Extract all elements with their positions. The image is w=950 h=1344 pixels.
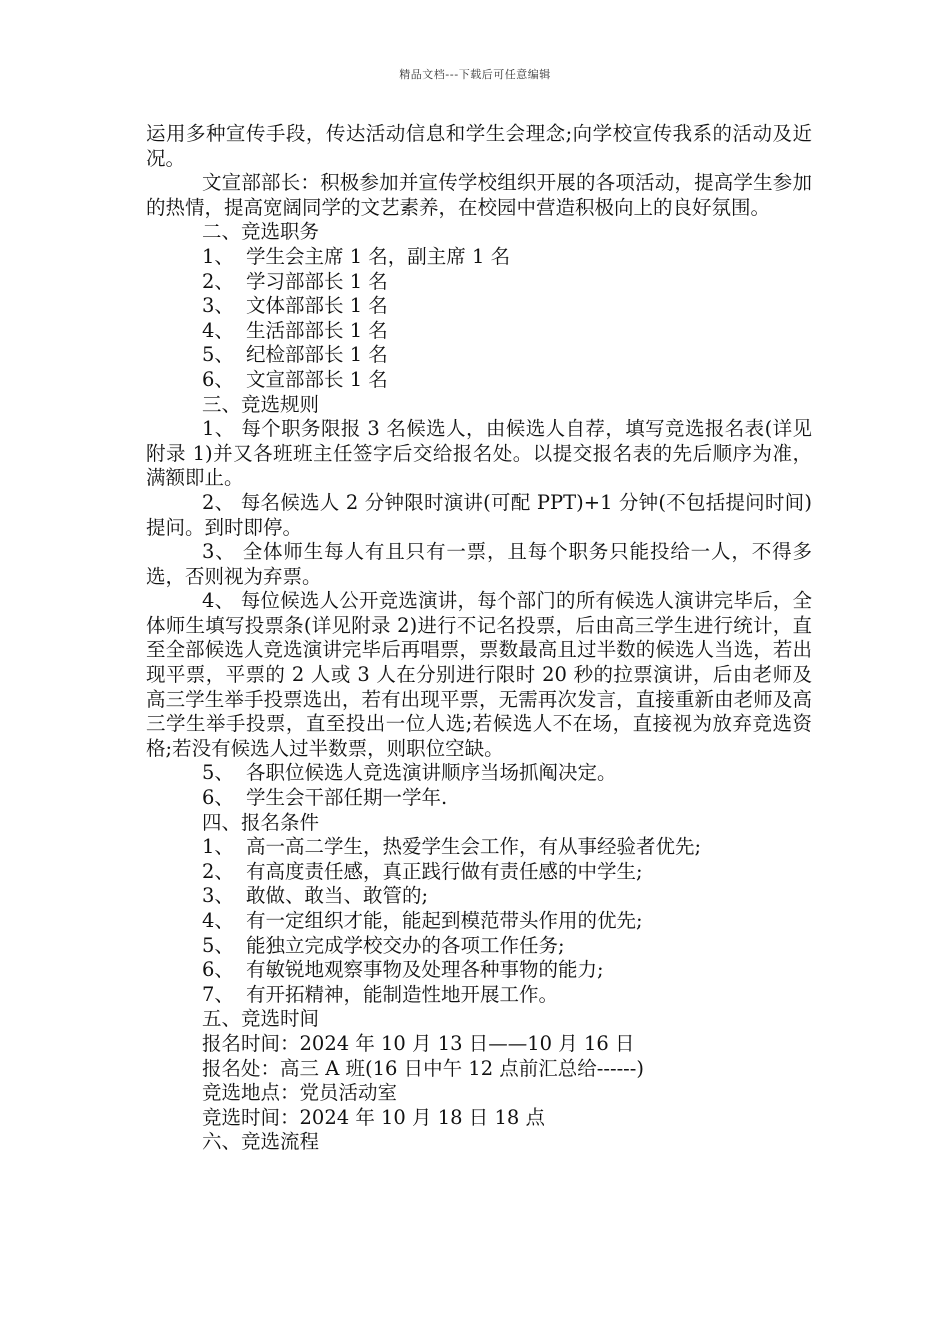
item-number: 5、	[202, 933, 234, 957]
item-text: 能独立完成学校交办的各项工作任务;	[246, 933, 565, 957]
item-number: 5、	[202, 343, 234, 367]
item-number: 3、	[202, 294, 234, 318]
item-text: 学习部部长 1 名	[246, 269, 388, 293]
section-6-title: 六、竞选流程	[202, 1130, 320, 1154]
list-item	[146, 835, 812, 860]
list-item	[146, 245, 812, 270]
item-number: 2、	[202, 859, 234, 883]
item-text: 学生会主席 1 名，副主席 1 名	[246, 244, 511, 268]
item-text: 文宣部部长 1 名	[246, 367, 388, 391]
item-text: 文体部部长 1 名	[246, 294, 388, 318]
section-3-title: 三、竞选规则	[202, 392, 320, 416]
item-number: 6、	[202, 367, 234, 391]
list-item	[146, 983, 812, 1008]
item-number: 3、	[202, 884, 234, 908]
registration-time: 报名时间：2024 年 10 月 13 日——10 月 16 日	[202, 1031, 635, 1055]
election-venue: 竞选地点：党员活动室	[202, 1081, 398, 1105]
item-text: 各职位候选人竞选演讲顺序当场抓阄决定。	[246, 761, 617, 785]
item-text: 学生会干部任期一学年.	[246, 786, 448, 810]
rule-paragraph-3: 3、 全体师生每人有且只有一票，且每个职务只能投给一人，不得多选，否则视为弃票。	[146, 540, 812, 588]
item-number: 1、	[202, 835, 234, 859]
list-item	[146, 368, 812, 393]
list-item	[146, 958, 812, 983]
item-text: 有一定组织才能，能起到模范带头作用的优先;	[246, 909, 643, 932]
registration-location: 报名处：高三 A 班(16 日中午 12 点前汇总给------)	[202, 1056, 644, 1080]
item-text: 生活部部长 1 名	[246, 318, 388, 342]
list-item	[146, 884, 812, 909]
item-text: 纪检部部长 1 名	[246, 343, 388, 367]
item-number: 4、	[202, 909, 234, 932]
list-item	[146, 934, 812, 959]
section-2-title: 二、竞选职务	[202, 220, 320, 244]
item-text: 有敏锐地观察事物及处理各种事物的能力;	[246, 958, 604, 982]
list-item	[146, 860, 812, 885]
item-text: 有高度责任感，真正践行做有责任感的中学生;	[246, 859, 643, 883]
item-text: 敢做、敢当、敢管的;	[246, 884, 429, 908]
item-text: 有开拓精神，能制造性地开展工作。	[246, 982, 559, 1006]
list-item	[146, 909, 812, 934]
list-item	[146, 761, 812, 786]
item-number: 1、	[202, 244, 234, 268]
item-number: 5、	[202, 761, 234, 785]
list-item	[146, 270, 812, 295]
list-item	[146, 294, 812, 319]
section-4-title: 四、报名条件	[202, 810, 320, 834]
item-number: 2、	[202, 269, 234, 293]
list-item	[146, 319, 812, 344]
page-header: 精品文档---下载后可任意编辑	[399, 68, 551, 81]
section-5-title: 五、竞选时间	[202, 1007, 320, 1031]
list-item	[146, 343, 812, 368]
intro-paragraph-1: 运用多种宣传手段，传达活动信息和学生会理念;向学校宣传我系的活动及近况。	[146, 122, 812, 170]
rule-paragraph-4: 4、 每位候选人公开竞选演讲，每个部门的所有候选人演讲完毕后，全体师生填写投票条(详见附录 2)进行不记名投票，后由高三学生进行统计，直至全部候选人竞选演讲完毕后再唱票，票数最高且过半数的候选人当选，若出现平票，平票的 2 人或 3 人在分别进行限时 20 秒的拉票演讲，后由老师及高三学生举手投票选出，若有出现平票，无需再次发言，直接重新由老师及高三学生举手投票，直至投出一位人选;若候选人不在场，直接视为放弃竞选资格;若没有候选人过半数票，则职位空缺。	[146, 589, 812, 760]
item-number: 6、	[202, 786, 234, 810]
intro-paragraph-2: 文宣部部长：积极参加并宣传学校组织开展的各项活动，提高学生参加的热情，提高宽阔同学的文艺素养，在校园中营造积极向上的良好氛围。	[146, 171, 812, 219]
item-number: 4、	[202, 318, 234, 342]
item-number: 6、	[202, 958, 234, 982]
rule-paragraph-2: 2、 每名候选人 2 分钟限时演讲(可配 PPT)+1 分钟(不包括提问时间)提问。到时即停。	[146, 490, 812, 539]
item-text: 高一高二学生，热爱学生会工作，有从事经验者优先;	[246, 835, 702, 859]
election-time: 竞选时间：2024 年 10 月 18 日 18 点	[202, 1105, 545, 1129]
document-body	[146, 122, 812, 1155]
list-item	[146, 786, 812, 811]
item-number: 7、	[202, 982, 234, 1006]
rule-paragraph-1: 1、 每个职务限报 3 名候选人，由候选人自荐，填写竞选报名表(详见附录 1)并又各班班主任签字后交给报名处。以提交报名表的先后顺序为准，满额即止。	[146, 417, 812, 490]
